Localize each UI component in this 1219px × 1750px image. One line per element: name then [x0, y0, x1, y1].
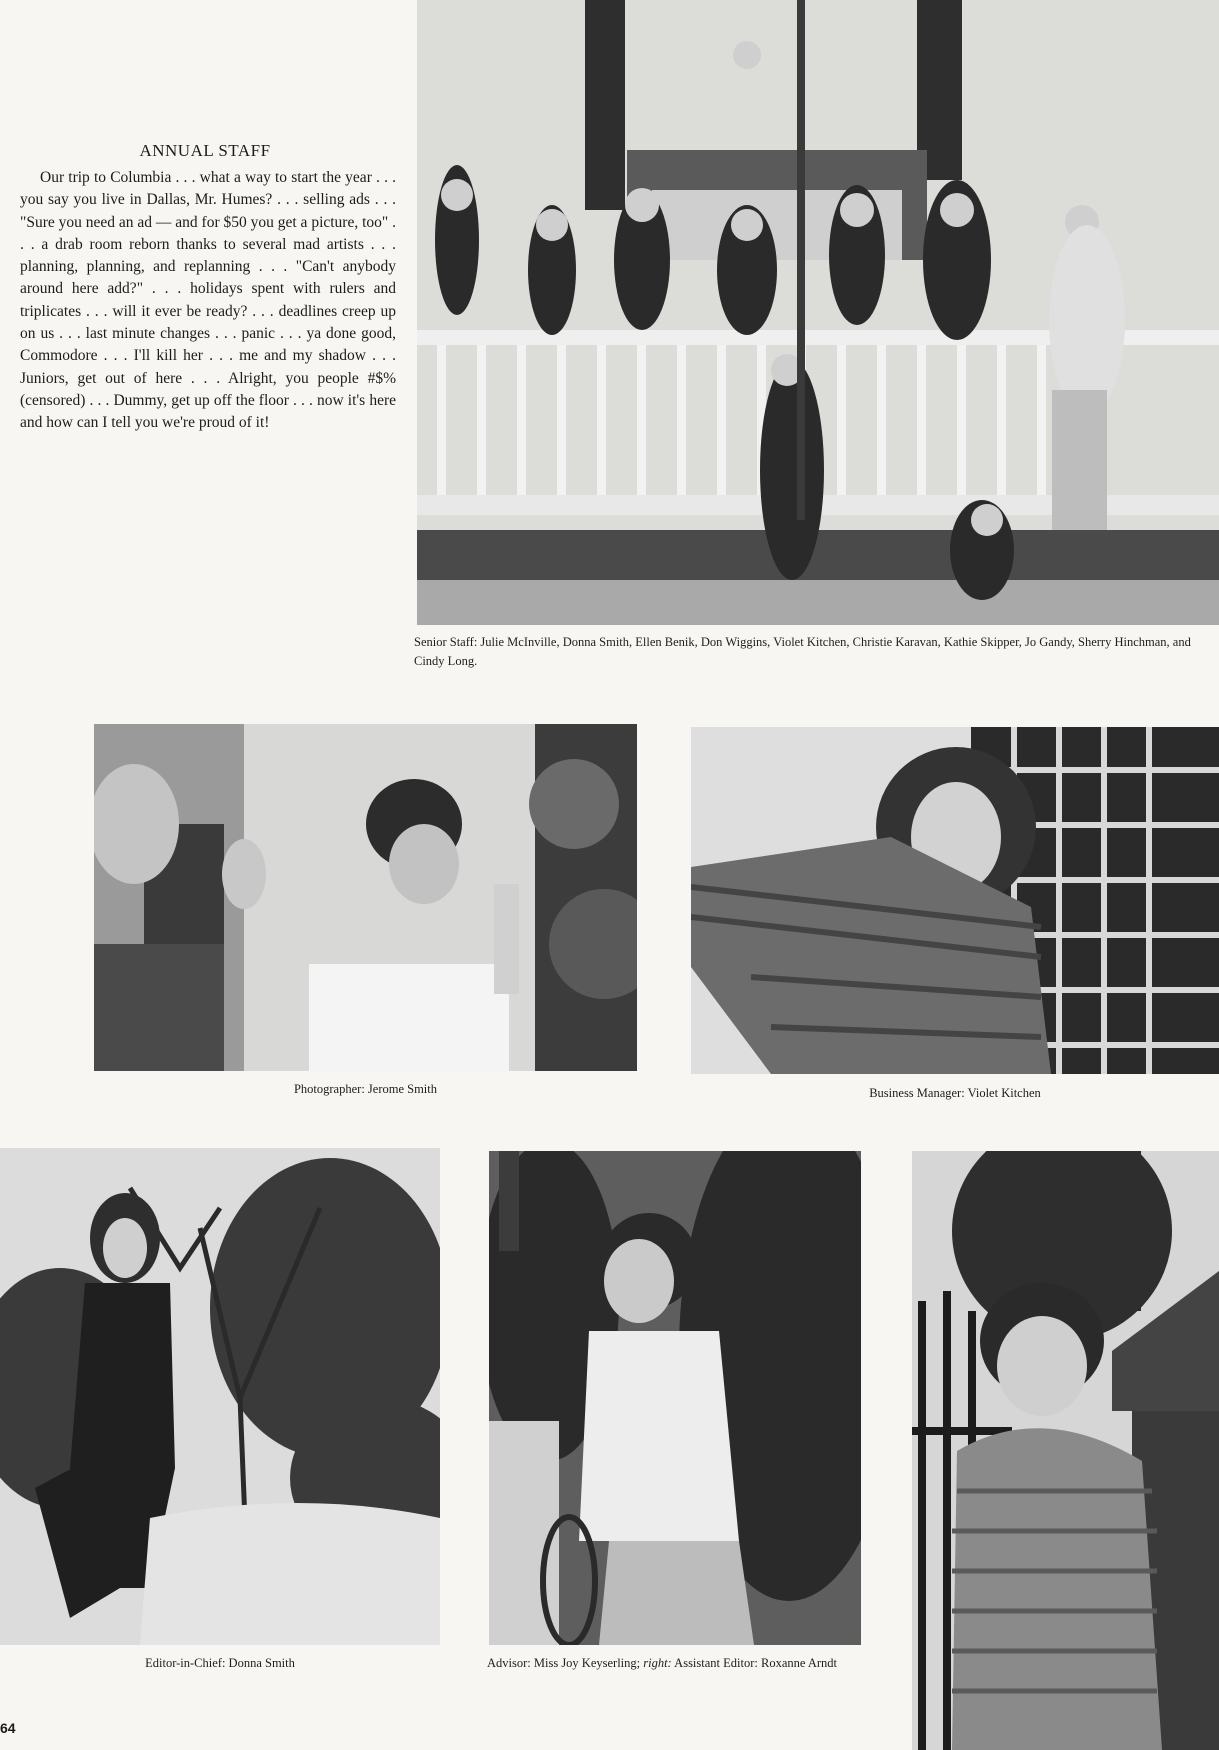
annual-staff-body: Our trip to Columbia . . . what a way to start the year . . . you say you live in Dallas, Mr. Humes? . . . selling ads . . . "Sure you need an ad — and for $50 you get a picture, too" . . . a drab room reborn thanks to several mad artists . . . planning, planning, and replanning . . . "Can't anybody around here add?" . . . holidays spent with rulers and triplicates . . . will it ever be ready? . . . deadlines creep up on us . . . last minute changes . . . panic . . . ya done good, Commodore . . . I'll kill her . . . me and my shadow . . . Juniors, get out of here . . . Alright, you people #$% (censored) . . . Dummy, get up off the floor . . . now it's here and how can I tell you we're proud of it!: [20, 169, 396, 432]
advisor-caption-prefix: Advisor: Miss Joy Keyserling;: [487, 1656, 641, 1670]
business-manager-photo: [691, 727, 1219, 1074]
senior-staff-caption: Senior Staff: Julie McInville, Donna Smith, Ellen Benik, Don Wiggins, Violet Kitchen, Christie Karavan, Kathie Skipper, Jo Gandy, Sherry Hinchman, and Cindy Long.: [414, 635, 1191, 668]
photographer-photo: [94, 724, 637, 1071]
advisor-caption-right: right:: [643, 1656, 672, 1670]
editor-in-chief-caption: Editor-in-Chief: Donna Smith: [145, 1656, 295, 1670]
advisor-caption: [487, 1654, 863, 1673]
photographer-caption: Photographer: Jerome Smith: [293, 1082, 438, 1096]
assistant-editor-photo: [912, 1151, 1219, 1750]
senior-staff-group-photo: [417, 0, 1219, 625]
annual-staff-heading: ANNUAL STAFF: [139, 141, 271, 160]
editor-in-chief-photo: [0, 1148, 440, 1645]
business-manager-caption: Business Manager: Violet Kitchen: [869, 1086, 1041, 1100]
advisor-photo: [489, 1151, 861, 1645]
page-number: 64: [0, 1720, 16, 1736]
advisor-caption-suffix: Assistant Editor: Roxanne Arndt: [674, 1656, 838, 1670]
